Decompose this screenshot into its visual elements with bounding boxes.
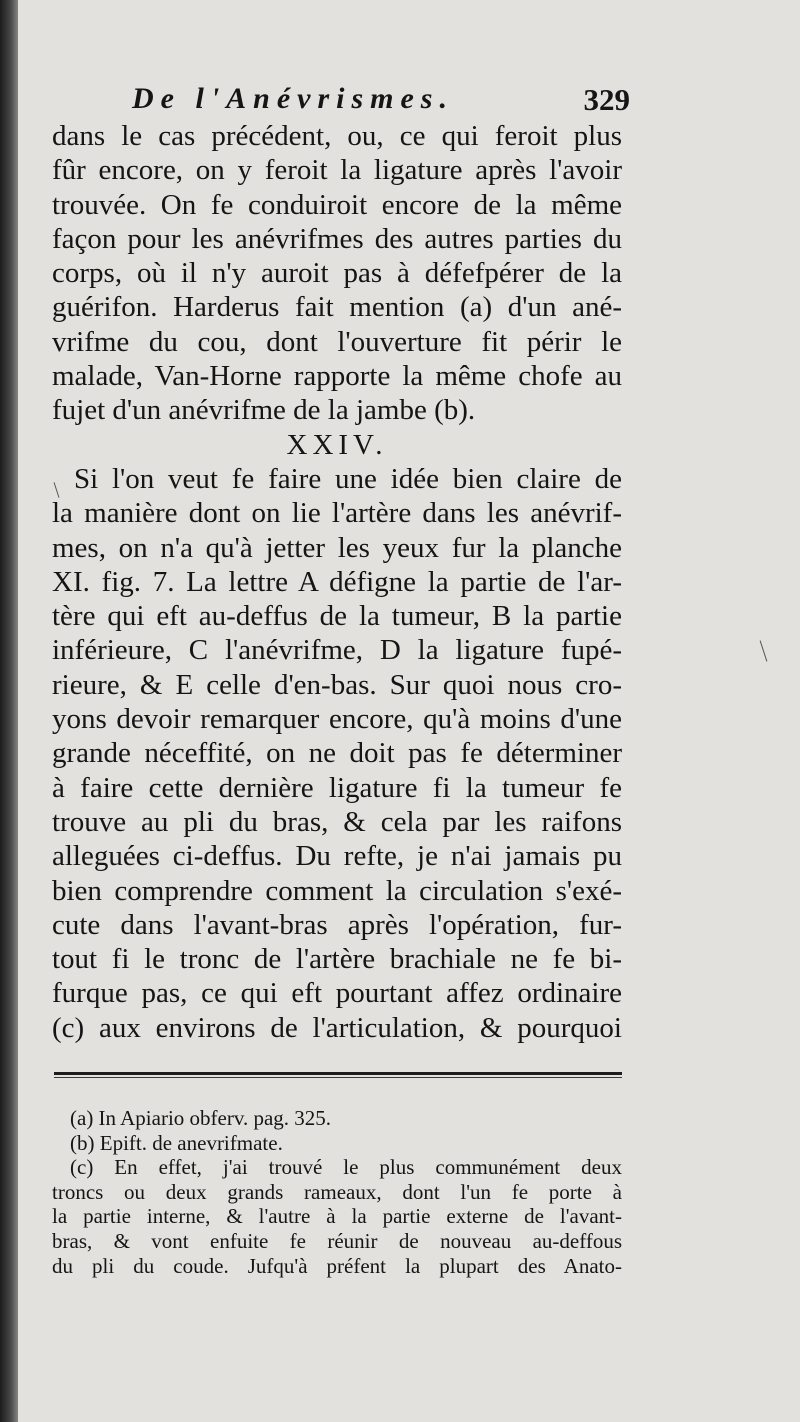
- text-line: vrifme du cou, dont l'ouverture fit périr le: [52, 325, 622, 358]
- footnote-c-line: la partie interne, & l'autre à la partie externe de l'avant-: [52, 1204, 622, 1229]
- text-line: à faire cette dernière ligature fi la tumeur fe: [52, 771, 622, 804]
- text-line: mes, on n'a qu'à jetter les yeux fur la planche: [52, 531, 622, 564]
- text-line: rieure, & E celle d'en-bas. Sur quoi nous cro-: [52, 668, 622, 701]
- main-text: [52, 119, 622, 1045]
- text-line: furque pas, ce qui eft pourtant affez ordinaire: [52, 977, 622, 1010]
- footnote-c-line: du pli du coude. Jufqu'à préfent la plupart des Anato-: [52, 1253, 622, 1278]
- text-line: malade, Van-Horne rapporte la même chofe au: [52, 360, 622, 393]
- text-line: bien comprendre comment la circulation s'exé-: [52, 874, 622, 907]
- text-line: fujet d'un anévrifme de la jambe (b).: [52, 394, 476, 427]
- footnote-separator-rule: [54, 1072, 622, 1075]
- footnote-c-line: bras, & vont enfuite fe réunir de nouveau au-deffous: [52, 1228, 622, 1253]
- running-header: [132, 78, 630, 122]
- text-line: tout fi le tronc de l'artère brachiale ne fe bi-: [52, 943, 622, 976]
- text-line: yons devoir remarquer encore, qu'à moins d'une: [52, 703, 622, 736]
- footnote-a: (a) In Apiario obferv. pag. 325.: [70, 1106, 332, 1130]
- text-line: guérifon. Harderus fait mention (a) d'un ané-: [52, 291, 622, 324]
- text-line: cute dans l'avant-bras après l'opération, fur-: [52, 908, 622, 941]
- text-line: inférieure, C l'anévrifme, D la ligature fupé-: [52, 634, 622, 667]
- footnote-c-line: (c) En effet, j'ai trouvé le plus communément deux: [70, 1155, 622, 1180]
- footnote-c-line: troncs ou deux grands rameaux, dont l'un fe porte à: [52, 1179, 622, 1204]
- text-line: grande néceffité, on ne doit pas fe déterminer: [52, 737, 622, 770]
- footnote-b: (b) Epift. de anevrifmate.: [70, 1130, 283, 1155]
- text-line: la manière dont on lie l'artère dans les anévrif-: [52, 497, 622, 530]
- text-line: dans le cas précédent, ou, ce qui feroit plus: [52, 120, 622, 152]
- text-line: fûr encore, on y feroit la ligature après l'avoir: [52, 154, 622, 187]
- text-line: façon pour les anévrifmes des autres parties du: [52, 222, 622, 255]
- text-line: trouve au pli du bras, & cela par les raifons: [52, 805, 622, 838]
- text-line: (c) aux environs de l'articulation, & pourquoi: [52, 1011, 622, 1044]
- text-line: corps, où il n'y auroit pas à défefpérer de la: [52, 257, 622, 290]
- running-title: De l'Anévrismes.: [132, 82, 454, 115]
- footnotes: [52, 1106, 622, 1278]
- text-line: Si l'on veut fe faire une idée bien claire de: [74, 462, 622, 495]
- page-number: 329: [583, 82, 630, 117]
- section-heading: XXIV.: [286, 428, 388, 461]
- text-line: XI. fig. 7. La lettre A défigne la partie de l'ar-: [52, 565, 622, 598]
- text-line: alleguées ci-deffus. Du refte, je n'ai jamais pu: [52, 840, 622, 873]
- text-line: trouvée. On fe conduiroit encore de la même: [52, 188, 622, 221]
- text-line: tère qui eft au-deffus de la tumeur, B la partie: [52, 600, 622, 633]
- margin-mark: [760, 640, 768, 661]
